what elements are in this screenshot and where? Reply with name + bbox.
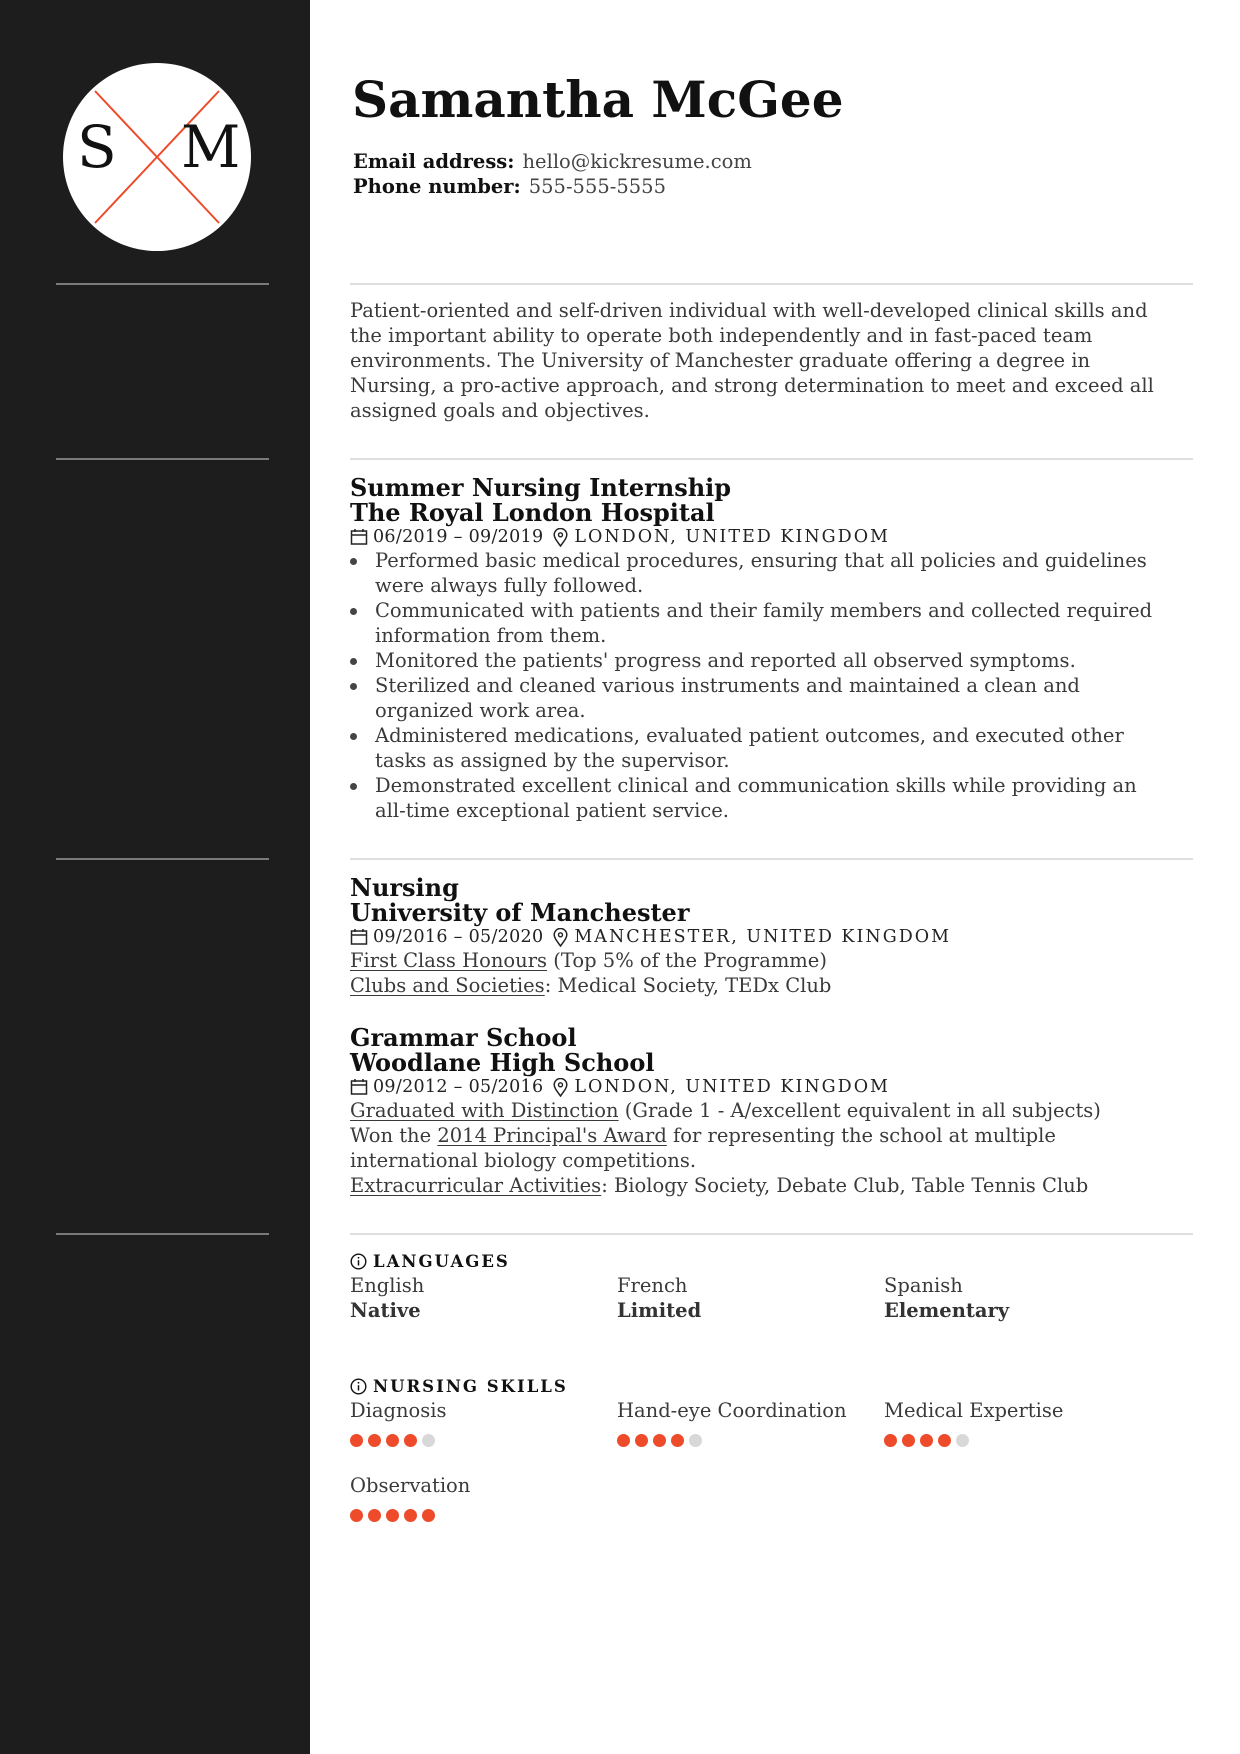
language-name: French: [617, 1274, 688, 1297]
bullet-text: Monitored the patients' progress and reported all observed symptoms.: [375, 649, 1076, 672]
summary-line: assigned goals and objectives.: [350, 399, 650, 422]
rating-dot-filled: [404, 1509, 417, 1522]
phone-row: [353, 174, 666, 199]
employer-name: The Royal London Hospital: [350, 498, 715, 527]
education-detail-text: : Medical Society, TEDx Club: [544, 974, 832, 997]
education-detail-text: (Grade 1 - A/excellent equivalent in all subjects): [618, 1099, 1101, 1122]
education-location: MANCHESTER, UNITED KINGDOM: [574, 927, 952, 947]
skill-category-languages: [350, 1250, 510, 1272]
phone-label: Phone number:: [353, 175, 521, 198]
education-detail-text: : Biology Society, Debate Club, Table Tennis Club: [601, 1174, 1089, 1197]
calendar-icon: [350, 528, 368, 546]
info-icon: [350, 1378, 367, 1395]
job-meta: [350, 526, 890, 548]
rating-dot-filled: [617, 1434, 630, 1447]
calendar-icon: [350, 1078, 368, 1096]
language-level: Native: [350, 1299, 421, 1322]
education-detail: international biology competitions.: [350, 1149, 697, 1172]
education-meta: [350, 1076, 890, 1098]
list-item: [350, 723, 1180, 773]
email-value[interactable]: hello@kickresume.com: [522, 150, 752, 173]
education-detail-text: (Top 5% of the Programme): [547, 949, 827, 972]
summary-line: Nursing, a pro-active approach, and strong determination to meet and exceed all: [350, 374, 1154, 397]
list-item: [350, 548, 1180, 598]
education-link[interactable]: Graduated with Distinction: [350, 1099, 619, 1122]
bullet-text: all-time exceptional patient service.: [375, 799, 729, 822]
location-pin-icon: [553, 528, 568, 547]
education-link[interactable]: First Class Honours: [350, 949, 548, 972]
summary-line: the important ability to operate both independently and in fast-paced team: [350, 324, 1093, 347]
rating-dot-filled: [368, 1434, 381, 1447]
skill-name: Diagnosis: [350, 1399, 447, 1422]
rating-dot-filled: [920, 1434, 933, 1447]
main-divider: [350, 283, 1193, 285]
email-label: Email address:: [353, 150, 515, 173]
education-link[interactable]: Clubs and Societies: [350, 974, 545, 997]
skill-name: Observation: [350, 1474, 471, 1497]
sidebar-divider: [56, 858, 269, 860]
skill-category-label: LANGUAGES: [373, 1251, 510, 1271]
rating-dot-filled: [386, 1434, 399, 1447]
skill-rating: [884, 1434, 969, 1448]
list-item: [350, 673, 1180, 723]
summary-line: environments. The University of Manchester graduate offering a degree in: [350, 349, 1091, 372]
bullet-text: Demonstrated excellent clinical and communication skills while providing an: [375, 774, 1137, 797]
rating-dot-filled: [671, 1434, 684, 1447]
language-name: English: [350, 1274, 425, 1297]
education-detail: [350, 1098, 1101, 1123]
main-divider: [350, 858, 1193, 860]
skill-name: Medical Expertise: [884, 1399, 1064, 1422]
summary-line: Patient-oriented and self-driven individual with well-developed clinical skills and: [350, 299, 1148, 322]
education-detail-text: Won the: [350, 1124, 438, 1147]
education-link[interactable]: Extracurricular Activities: [350, 1174, 602, 1197]
location-pin-icon: [553, 1078, 568, 1097]
sidebar: [0, 0, 310, 1754]
rating-dot-empty: [422, 1434, 435, 1447]
rating-dot-filled: [404, 1434, 417, 1447]
sidebar-divider: [56, 458, 269, 460]
rating-dot-empty: [689, 1434, 702, 1447]
rating-dot-filled: [350, 1434, 363, 1447]
info-icon: [350, 1253, 367, 1270]
education-detail: [350, 1173, 1088, 1198]
job-bullets: [350, 548, 1180, 823]
skill-rating: [350, 1434, 435, 1448]
resume-summary: [350, 298, 1180, 423]
bullet-text: information from them.: [375, 624, 607, 647]
candidate-name: Samantha McGee: [352, 70, 844, 129]
language-name: Spanish: [884, 1274, 963, 1297]
bullet-text: organized work area.: [375, 699, 586, 722]
list-item: [350, 598, 1180, 648]
job-title: Summer Nursing Internship: [350, 473, 732, 502]
bullet-dot: [350, 658, 357, 665]
monogram-initial-first: S: [77, 113, 117, 181]
education-link[interactable]: 2014 Principal's Award: [437, 1124, 667, 1147]
main-divider: [350, 458, 1193, 460]
education-dates: 09/2012 – 05/2016: [373, 1077, 544, 1097]
list-item: [350, 773, 1180, 823]
education-detail-text: for representing the school at multiple: [666, 1124, 1056, 1147]
rating-dot-filled: [635, 1434, 648, 1447]
school-name: Woodlane High School: [350, 1048, 655, 1077]
email-row: [353, 149, 752, 174]
list-item: [350, 648, 1180, 673]
skill-rating: [350, 1509, 435, 1523]
education-location: LONDON, UNITED KINGDOM: [574, 1077, 890, 1097]
bullet-text: Communicated with patients and their family members and collected required: [375, 599, 1153, 622]
bullet-text: Sterilized and cleaned various instruments and maintained a clean and: [375, 674, 1080, 697]
job-dates: 06/2019 – 09/2019: [373, 527, 544, 547]
skill-category-nursing: [350, 1375, 568, 1397]
bullet-dot: [350, 608, 357, 615]
skill-category-label: NURSING SKILLS: [373, 1376, 568, 1396]
location-pin-icon: [553, 928, 568, 947]
rating-dot-empty: [956, 1434, 969, 1447]
degree-title: Nursing: [350, 873, 459, 902]
rating-dot-filled: [938, 1434, 951, 1447]
bullet-text: Performed basic medical procedures, ensuring that all policies and guidelines: [375, 549, 1147, 572]
rating-dot-filled: [902, 1434, 915, 1447]
education-meta: [350, 926, 951, 948]
school-name: University of Manchester: [350, 898, 690, 927]
calendar-icon: [350, 928, 368, 946]
monogram-logo: [63, 63, 251, 251]
education-dates: 09/2016 – 05/2020: [373, 927, 544, 947]
rating-dot-filled: [884, 1434, 897, 1447]
bullet-dot: [350, 783, 357, 790]
bullet-dot: [350, 683, 357, 690]
rating-dot-filled: [368, 1509, 381, 1522]
sidebar-divider: [56, 283, 269, 285]
bullet-text: were always fully followed.: [375, 574, 644, 597]
monogram-initial-last: M: [181, 113, 241, 181]
education-detail: [350, 948, 827, 973]
degree-title: Grammar School: [350, 1023, 577, 1052]
bullet-dot: [350, 558, 357, 565]
phone-value[interactable]: 555-555-5555: [528, 175, 666, 198]
bullet-dot: [350, 733, 357, 740]
language-level: Limited: [617, 1299, 702, 1322]
main-divider: [350, 1233, 1193, 1235]
sidebar-divider: [56, 1233, 269, 1235]
rating-dot-filled: [653, 1434, 666, 1447]
education-detail: [350, 1123, 1056, 1148]
bullet-text: Administered medications, evaluated patient outcomes, and executed other: [375, 724, 1124, 747]
skill-name: Hand-eye Coordination: [617, 1399, 847, 1422]
language-level: Elementary: [884, 1299, 1010, 1322]
rating-dot-filled: [350, 1509, 363, 1522]
rating-dot-filled: [422, 1509, 435, 1522]
bullet-text: tasks as assigned by the supervisor.: [375, 749, 730, 772]
skill-rating: [617, 1434, 702, 1448]
education-detail: [350, 973, 831, 998]
job-location: LONDON, UNITED KINGDOM: [574, 527, 890, 547]
rating-dot-filled: [386, 1509, 399, 1522]
